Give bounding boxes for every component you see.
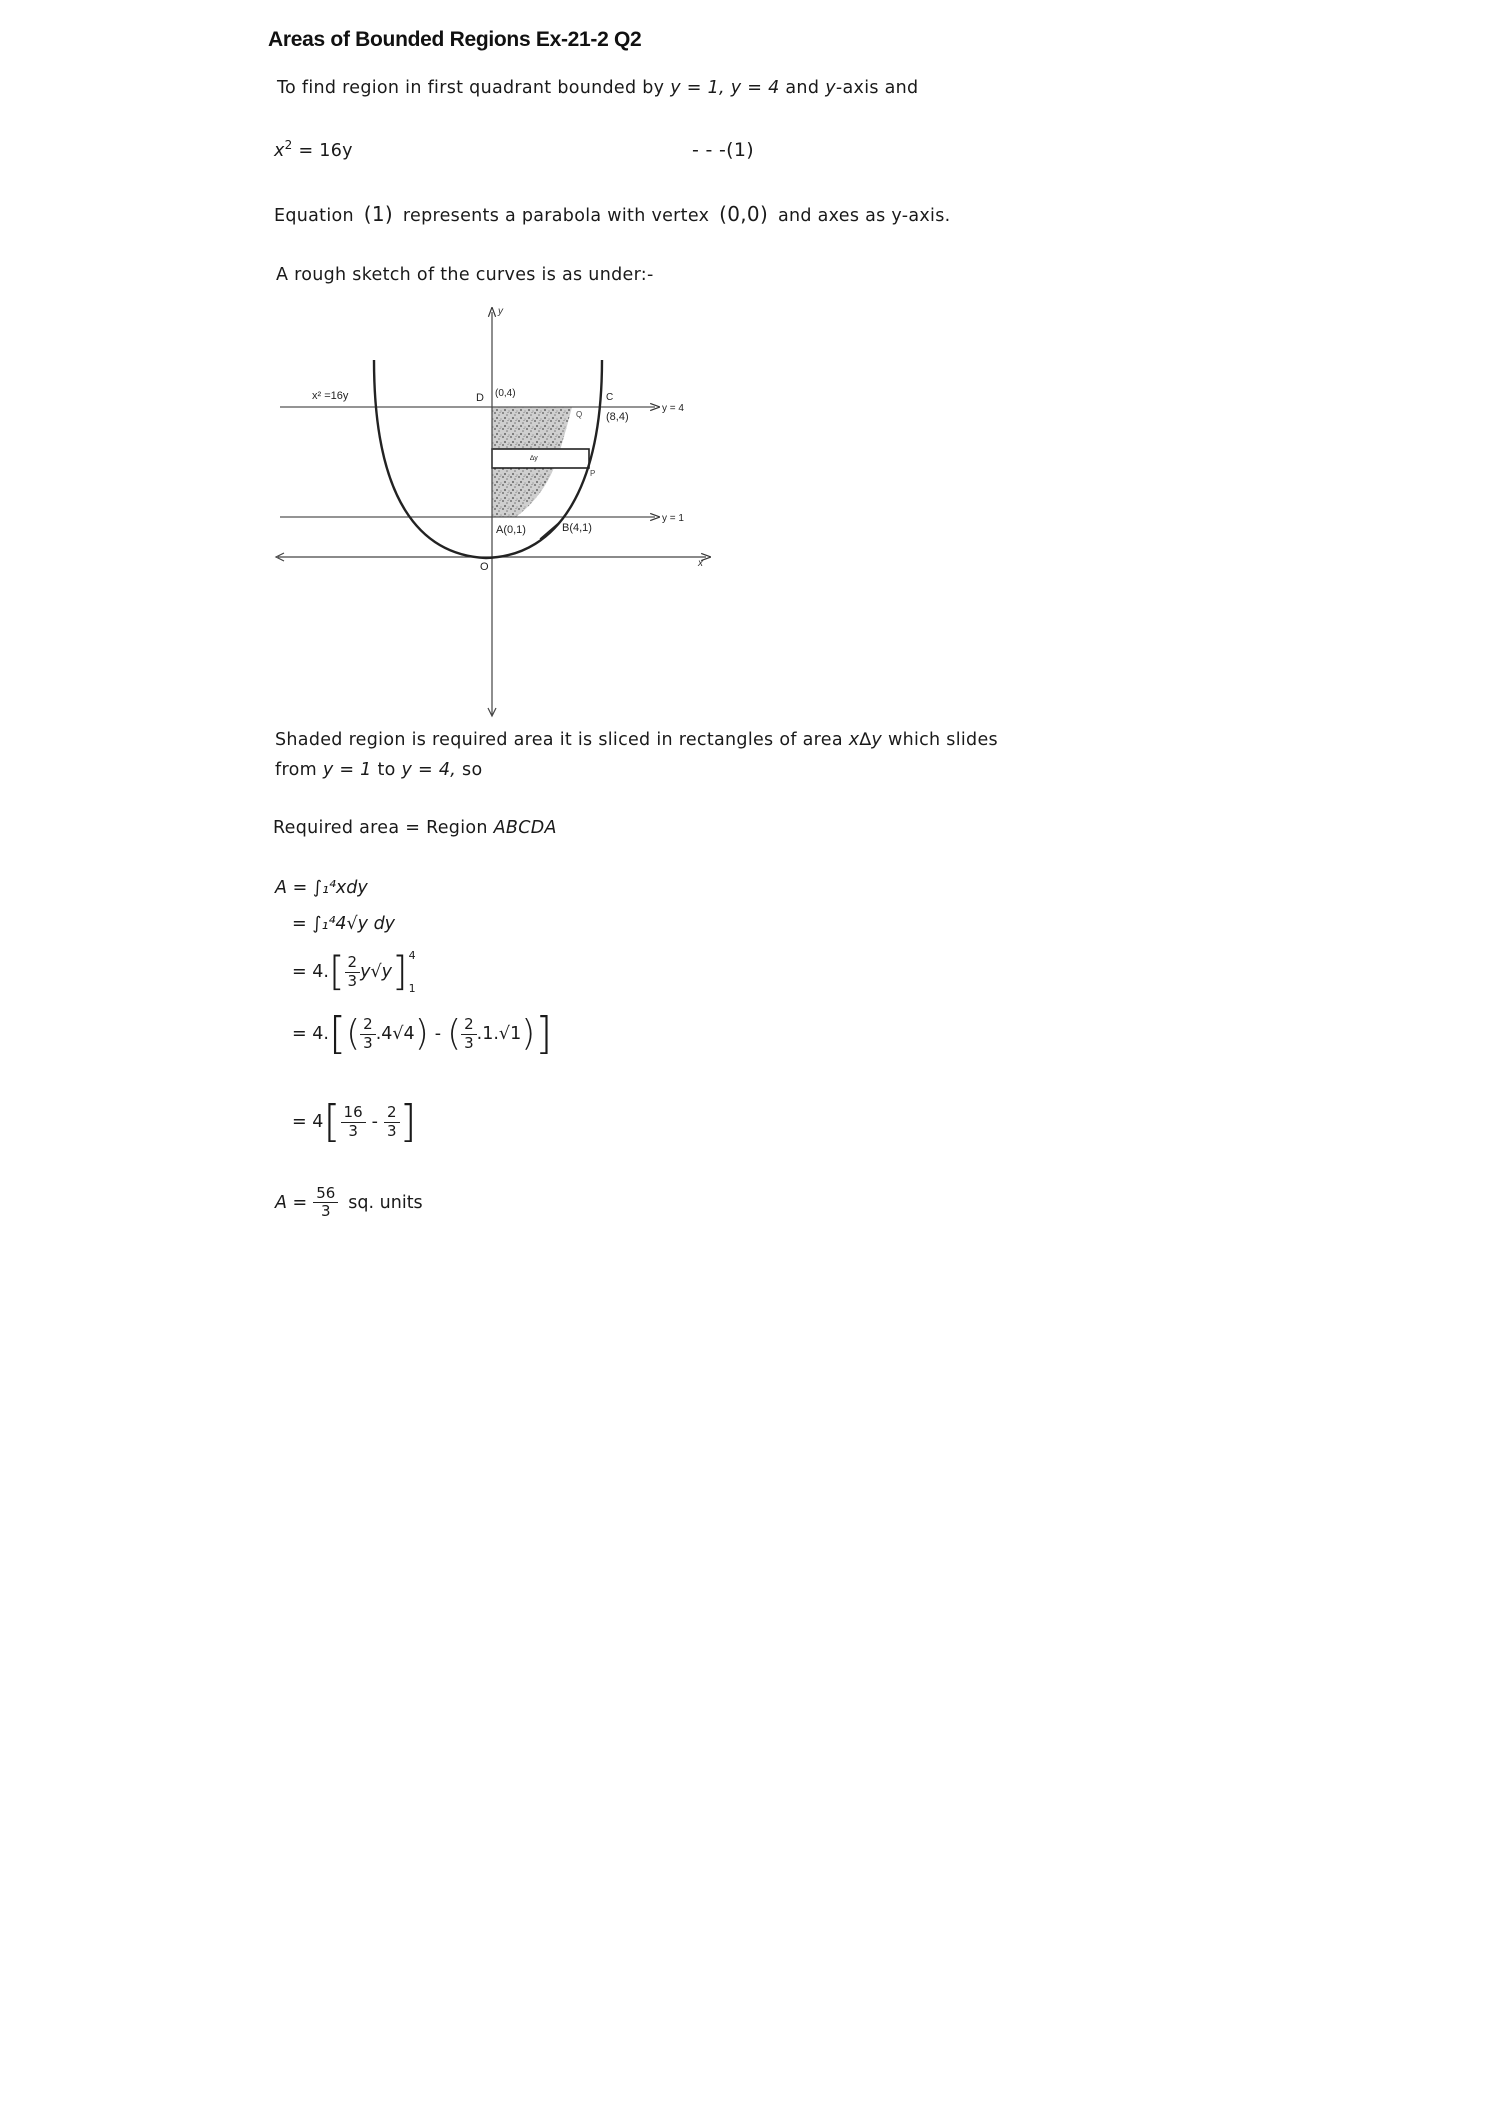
label-A: A(0,1): [496, 524, 526, 536]
solution-step-4: [292, 1008, 553, 1059]
solution-s5-frac-b: $\frac{2}{3}$: [384, 1104, 400, 1140]
shaded-text-y1: y = 1: [322, 760, 372, 780]
label-C: C: [606, 392, 614, 403]
solution-s5-pre: = 4: [292, 1112, 324, 1132]
statement-vertex: (0,0): [719, 202, 769, 226]
solution-s2: = ∫₁⁴4√y dy: [292, 914, 396, 934]
sketch-intro: A rough sketch of the curves is as under:-: [276, 265, 654, 285]
shaded-text-from: from: [275, 760, 317, 780]
solution-final-unit: sq. units: [348, 1192, 423, 1213]
statement-middle: represents a parabola with vertex: [402, 206, 710, 226]
required-area-line: [273, 818, 557, 838]
solution-final-frac: $\frac{56}{3}$: [313, 1185, 338, 1221]
shaded-text-suffix: which slides: [887, 730, 998, 750]
label-line-y1: y = 1: [662, 513, 684, 524]
solution-s3-bracket-close: ]: [391, 949, 408, 995]
solution-s4-frac-b: $\frac{2}{3}$: [461, 1016, 477, 1052]
statement-prefix: Equation: [274, 206, 354, 226]
equation-line: [274, 138, 353, 161]
shaded-text-area: x∆y: [848, 730, 883, 750]
solution-s4-bracket-close: ]: [535, 1008, 553, 1059]
shaded-text-line1: [275, 730, 998, 750]
solution-step-2: [292, 914, 395, 934]
intro-and: and: [785, 78, 820, 98]
label-Q: Q: [576, 410, 583, 419]
solution-s4-minus: -: [434, 1024, 442, 1044]
label-line-y4: y = 4: [662, 403, 684, 414]
parabola-figure: [270, 300, 730, 725]
label-D-coord: (0,4): [495, 388, 516, 399]
equation-tag: - - -(1): [692, 139, 754, 161]
solution-final-lhs: A =: [275, 1192, 308, 1213]
intro-y4: y = 4: [730, 78, 780, 98]
solution-s3-limits: 4 1: [408, 949, 416, 995]
label-parabola: x² =16y: [312, 390, 349, 402]
strip-label: ∆y: [530, 455, 538, 462]
shaded-text-line2: [275, 760, 482, 780]
solution-s5-bracket-open: [: [323, 1096, 341, 1147]
label-x-axis: x: [698, 558, 703, 569]
solution-s4-frac-a: $\frac{2}{3}$: [360, 1016, 376, 1052]
solution-s5-frac-a: $\frac{16}{3}$: [341, 1104, 366, 1140]
label-D: D: [476, 392, 484, 404]
statement-suffix: and axes as y-axis.: [777, 206, 951, 226]
solution-s5-bracket-close: ]: [399, 1096, 417, 1147]
required-region: ABCDA: [493, 818, 557, 838]
intro-yaxis-suffix: -axis and: [835, 78, 919, 98]
label-B: B(4,1): [562, 522, 592, 534]
solution-lhs: A: [275, 878, 287, 898]
shaded-text-so: so: [462, 760, 483, 780]
equation-exponent: 2: [284, 138, 293, 152]
solution-s5-minus: -: [371, 1112, 378, 1132]
statement-line: [274, 202, 951, 226]
intro-line: [277, 78, 918, 98]
solution-step-5: [292, 1096, 417, 1147]
solution-s4-mid-a: .4√4: [375, 1024, 415, 1044]
shaded-text-to: to: [377, 760, 396, 780]
intro-y1: y = 1,: [670, 78, 725, 98]
solution-s3-pre: = 4.: [292, 962, 329, 982]
solution-s4-paren-open-a: (: [346, 1013, 361, 1054]
shaded-text-y4: y = 4,: [401, 760, 457, 780]
solution-final: [275, 1185, 423, 1221]
solution-s3-mid: y√y: [360, 962, 392, 982]
label-y-axis: y: [498, 306, 503, 317]
label-O: O: [480, 561, 489, 573]
B-pointer: [540, 520, 562, 539]
solution-s4-pre: = 4.: [292, 1024, 329, 1044]
intro-prefix: To find region in first quadrant bounded by: [277, 78, 665, 98]
intro-yaxis: y: [825, 78, 836, 98]
label-P: P: [590, 469, 596, 478]
solution-s4-bracket-open: [: [328, 1008, 347, 1059]
solution-step-3: [292, 950, 416, 994]
solution-step-1: [275, 878, 368, 898]
shaded-text-prefix: Shaded region is required area it is sliced in rectangles of area: [275, 730, 843, 750]
label-C-coord: (8,4): [606, 411, 629, 423]
solution-s3-bracket-open: [: [328, 949, 345, 995]
page-title: Areas of Bounded Regions Ex-21-2 Q2: [268, 28, 642, 51]
solution-s4-mid-b: .1.√1: [476, 1024, 522, 1044]
equation-rhs: = 16y: [298, 140, 353, 161]
strip-rectangle: [492, 449, 589, 468]
required-prefix: Required area = Region: [273, 818, 488, 838]
equation-lhs: x: [274, 140, 285, 161]
solution-s4-paren-close-b: ): [521, 1013, 536, 1054]
solution-s4-paren-open-b: (: [447, 1013, 462, 1054]
solution-s1: = ∫₁⁴xdy: [292, 878, 368, 898]
solution-s3-frac: $\frac{2}{3}$: [345, 954, 361, 990]
solution-s4-paren-close-a: ): [414, 1013, 429, 1054]
statement-eqref: (1): [363, 202, 394, 226]
